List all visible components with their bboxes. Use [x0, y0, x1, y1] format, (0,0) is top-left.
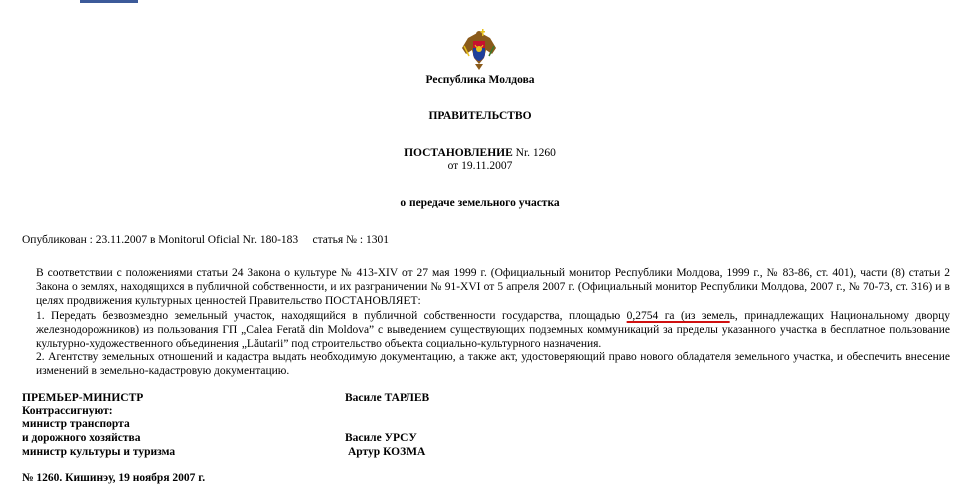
countersign-label: Контрассигнуют:: [22, 405, 113, 417]
decree-subject: о передаче земельного участка: [400, 197, 560, 209]
decree-number: Nr. 1260: [512, 147, 556, 159]
moldova-coat-of-arms-icon: [458, 24, 500, 72]
republic-name: Республика Молдова: [425, 74, 535, 86]
transport-minister-name: Василе УРСУ: [345, 432, 417, 444]
item-1-text-before: 1. Передать безвозмездно земельный участок, находящийся в публичной собственности государства, площадью: [36, 310, 627, 322]
government-heading: ПРАВИТЕЛЬСТВО: [428, 110, 532, 122]
decree-label: ПОСТАНОВЛЕНИЕ: [404, 147, 513, 159]
decree-footer: № 1260. Кишинэу, 19 ноября 2007 г.: [22, 472, 206, 484]
prime-minister-title: ПРЕМЬЕР-МИНИСТР: [22, 392, 144, 404]
item-1-paragraph: [22, 309, 950, 352]
transport-minister-title-line2: и дорожного хозяйства: [22, 432, 141, 444]
item-1-highlighted-area: 0,2754 га (из земел: [626, 310, 730, 322]
culture-minister-title: министр культуры и туризма: [22, 446, 176, 458]
publication-info: Опубликован : 23.11.2007 в Monitorul Oficial Nr. 180-183 статья № : 1301: [22, 234, 389, 246]
preamble-paragraph: В соответствии с положениями статьи 24 Закона о культуре № 413-XIV от 27 мая 1999 г. (Официальный монитор Республики Молдова, 1999 г., № 83-86, ст. 401), части (8) статьи 2 Закона о землях, находящихся в публичной собственности, и их разграничении № 91-XVI от 5 апреля 2007 г. (Официальный монитор Республики Молдова, 2007 г., № 70-73, ст. 316) и в целях продвижения культурных ценностей Правительство ПОСТАНОВЛЯЕТ:: [36, 267, 950, 308]
prime-minister-name: Василе ТАРЛЕВ: [345, 392, 430, 404]
decree-title: [0, 147, 960, 160]
culture-minister-name: Артур КОЗМА: [348, 446, 426, 458]
transport-minister-title-line1: министр транспорта: [22, 418, 130, 430]
item-1-text-after: ь, принадлежащих Национальному дворцу железнодорожников) из пользования ГП „Calea Ferată din Moldova” с выведением существующих подземных коммуникаций за пределы указанного участка в бесплатное пользование культурно-художественного объединения „Lăutarii” под строительство объекта социально-культурного назначения.: [36, 310, 950, 351]
decree-date: от 19.11.2007: [447, 160, 513, 172]
item-2-paragraph: 2. Агентству земельных отношений и кадастра выдать необходимую документацию, а также акт, удостоверяющий право нового обладателя земельного участка, и обеспечить внесение изменений в земельно-кадастровую документацию.: [36, 351, 950, 378]
